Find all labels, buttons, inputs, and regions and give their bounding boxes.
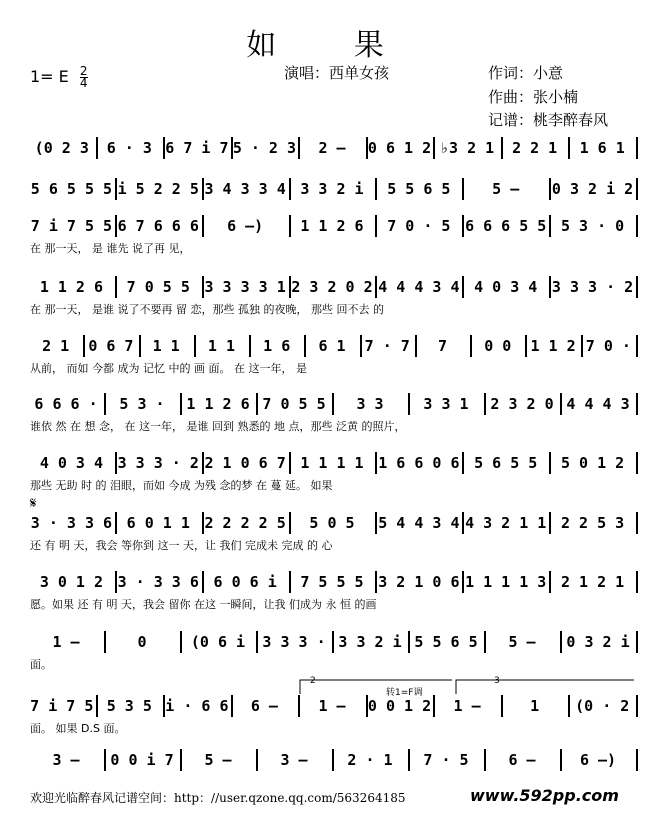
measure: 3 3 3 3 1 bbox=[204, 278, 286, 296]
measure: ♭3 2 1 bbox=[440, 139, 495, 157]
barline bbox=[636, 512, 638, 534]
barline bbox=[636, 215, 638, 237]
volta-2-label: 2 bbox=[310, 676, 316, 686]
measure: 2 2 1 bbox=[512, 139, 558, 157]
measure: 1 – bbox=[52, 633, 80, 651]
measure: 5 · 2 3 bbox=[232, 139, 297, 157]
measure: 6 6 6 5 5 bbox=[465, 217, 547, 235]
time-signature bbox=[80, 66, 88, 89]
measure: 6 0 1 1 bbox=[126, 514, 190, 532]
score-row bbox=[30, 276, 638, 298]
measure: 3 4 3 3 4 bbox=[204, 180, 286, 198]
measure: 5 3 · 0 bbox=[560, 217, 625, 235]
measure: 6 · 3 bbox=[106, 139, 152, 157]
key-label: 1= E bbox=[30, 67, 69, 86]
measure: 3 3 3 · 2 bbox=[551, 278, 634, 296]
measure: 7 · 5 bbox=[423, 751, 469, 769]
measure: 5 – bbox=[492, 180, 520, 198]
measure: 5 6 5 5 bbox=[474, 454, 538, 472]
measure: 1 1 bbox=[207, 337, 235, 355]
measure: 1 – bbox=[318, 697, 346, 715]
measure: 7 0 5 5 bbox=[126, 278, 190, 296]
lyric-line: 谁依 然 在 想 念， 在 这一年， 是谁 回到 熟悉的 地 点，那些 泛黄 的照片， bbox=[30, 420, 406, 433]
score-row bbox=[30, 393, 638, 415]
measure: 2 1 bbox=[42, 337, 70, 355]
measure: 1 bbox=[530, 697, 540, 715]
score-row bbox=[30, 137, 638, 159]
measure: 3 3 bbox=[356, 395, 384, 413]
volta-3-label: 3 bbox=[494, 676, 500, 686]
measure: 0 0 1 2 bbox=[367, 697, 432, 715]
measure: 2 2 2 2 5 bbox=[204, 514, 286, 532]
measure: 4 4 4 3 bbox=[566, 395, 630, 413]
measure: 5 5 6 5 bbox=[387, 180, 451, 198]
measure: 2 – bbox=[318, 139, 346, 157]
lyric-line: 从前， 而如 今都 成为 记忆 中的 画 面。 在 这一年， 是 bbox=[30, 362, 307, 375]
measure: 6 7 i 7 bbox=[165, 139, 229, 157]
measure: 5 – bbox=[508, 633, 536, 651]
lyric-line: 还 有 明 天，我会 等你到 这一 天，让 我们 完成未 完成 的 心 bbox=[30, 539, 333, 552]
measure: 6 –) bbox=[227, 217, 264, 235]
measure: 3 0 1 2 bbox=[39, 573, 104, 591]
time-denominator: 4 bbox=[79, 76, 88, 90]
score-row bbox=[30, 215, 638, 237]
measure: 7 0 · bbox=[585, 337, 631, 355]
measure: 7 i 7 5 5 bbox=[30, 217, 113, 235]
measure: 5 5 6 5 bbox=[414, 633, 478, 651]
measure: 3 – bbox=[52, 751, 80, 769]
measure: 2 · 1 bbox=[347, 751, 393, 769]
lyric-line: 面。 如果 D.S 面。 bbox=[30, 722, 126, 735]
measure: 3 3 3 · 2 bbox=[117, 454, 199, 472]
measure: (0 6 i bbox=[190, 633, 246, 651]
measure: 1 1 2 bbox=[530, 337, 576, 355]
measure: 6 – bbox=[508, 751, 536, 769]
time-numerator: 2 bbox=[79, 64, 88, 78]
measure: 4 4 4 3 4 bbox=[378, 278, 460, 296]
measure: 5 – bbox=[204, 751, 232, 769]
measure: 6 7 6 6 6 bbox=[117, 217, 199, 235]
measure: 5 3 5 bbox=[106, 697, 152, 715]
measure: 3 2 1 0 6 bbox=[378, 573, 460, 591]
measure: 1 1 2 6 bbox=[186, 395, 250, 413]
key-change-label: 转1=F调 bbox=[386, 688, 423, 698]
score-row bbox=[30, 452, 638, 474]
barline bbox=[636, 393, 638, 415]
barline bbox=[636, 137, 638, 159]
lyricist-credit: 作词：小意 bbox=[488, 64, 564, 82]
barline bbox=[636, 631, 638, 653]
measure: 3 – bbox=[280, 751, 308, 769]
measure: 5 4 4 3 4 bbox=[378, 514, 460, 532]
measure: (0 · 2 bbox=[575, 697, 630, 715]
lyric-line: 在 那一天， 是谁 说了不要再 留 恋，那些 孤独 的夜晚， 那些 回不去 的 bbox=[30, 303, 384, 316]
measure: 1 1 2 6 bbox=[39, 278, 104, 296]
measure: 6 0 6 i bbox=[213, 573, 277, 591]
measure: 6 1 bbox=[318, 337, 346, 355]
measure: 0 0 bbox=[484, 337, 512, 355]
singer-credit: 演唱：西单女孩 bbox=[284, 64, 390, 82]
measure: 1 1 bbox=[152, 337, 180, 355]
song-title: 如 果 bbox=[246, 28, 418, 63]
barline bbox=[636, 452, 638, 474]
measure: 0 3 2 i 2 bbox=[551, 180, 634, 198]
measure: 7 · 7 bbox=[364, 337, 410, 355]
measure: 4 3 2 1 1 bbox=[465, 514, 547, 532]
score-row bbox=[30, 512, 638, 534]
measure: i · 6 6 bbox=[165, 697, 229, 715]
measure: 1 1 1 1 bbox=[300, 454, 364, 472]
measure: 3 3 2 i bbox=[338, 633, 402, 651]
measure: 6 – bbox=[250, 697, 278, 715]
measure: 7 0 · 5 bbox=[387, 217, 451, 235]
measure: 0 6 7 bbox=[88, 337, 134, 355]
measure: 6 6 6 · bbox=[34, 395, 98, 413]
barline bbox=[636, 695, 638, 717]
measure: 2 1 2 1 bbox=[560, 573, 625, 591]
measure: 0 6 1 2 bbox=[367, 139, 432, 157]
measure: 3 3 2 i bbox=[300, 180, 364, 198]
measure: 2 3 2 0 2 bbox=[291, 278, 373, 296]
lyric-line: 愿。如果 还 有 明 天，我会 留你 在这 一瞬间，让我 们成为 永 恒 的画 bbox=[30, 598, 377, 611]
barline bbox=[636, 276, 638, 298]
score-row bbox=[30, 571, 638, 593]
barline bbox=[636, 178, 638, 200]
composer-credit: 作曲：张小楠 bbox=[488, 88, 579, 106]
measure: 2 1 0 6 7 bbox=[204, 454, 286, 472]
measure: 0 bbox=[137, 633, 147, 651]
measure: 3 · 3 3 6 bbox=[117, 573, 199, 591]
measure: 6 –) bbox=[579, 751, 617, 769]
measure: 3 · 3 3 6 bbox=[30, 514, 113, 532]
site-logo: www.592pp.com bbox=[470, 786, 619, 805]
measure: 3 3 3 · bbox=[262, 633, 326, 651]
measure: 2 2 5 3 bbox=[560, 514, 625, 532]
measure: 7 0 5 5 bbox=[262, 395, 326, 413]
measure: 1 1 1 1 3 bbox=[465, 573, 547, 591]
score-row bbox=[30, 178, 638, 200]
measure: 1 1 2 6 bbox=[300, 217, 364, 235]
measure: 1 6 bbox=[263, 337, 291, 355]
barline bbox=[636, 749, 638, 771]
barline bbox=[636, 571, 638, 593]
barline bbox=[636, 335, 638, 357]
footer-credit: 欢迎光临醉春风记谱空间：http：//user.qzone.qq.com/563264185 bbox=[30, 791, 406, 805]
score-row bbox=[30, 695, 638, 717]
measure: 4 0 3 4 bbox=[39, 454, 104, 472]
score-row bbox=[30, 749, 638, 771]
measure: 4 0 3 4 bbox=[474, 278, 538, 296]
measure: (0 2 3 bbox=[34, 139, 89, 157]
lyric-line: 在 那一天， 是 谁先 说了再 见， bbox=[30, 242, 191, 255]
measure: 7 bbox=[438, 337, 448, 355]
measure: 5 0 5 bbox=[309, 514, 355, 532]
transcriber-credit: 记谱：桃李醉春风 bbox=[488, 111, 609, 129]
measure: 3 3 1 bbox=[423, 395, 469, 413]
measure: 0 0 i 7 bbox=[110, 751, 174, 769]
measure: 1 6 6 0 6 bbox=[378, 454, 460, 472]
measure: 1 – bbox=[453, 697, 481, 715]
measure: 5 0 1 2 bbox=[560, 454, 625, 472]
measure: 5 3 · bbox=[119, 395, 165, 413]
score-row bbox=[30, 335, 638, 357]
lyric-line: 面。 bbox=[30, 658, 52, 671]
measure: 7 5 5 5 bbox=[300, 573, 364, 591]
segno-sign: 𝄋 bbox=[30, 494, 37, 512]
lyric-line: 那些 无助 时 的 泪眼，而如 今成 为残 念的梦 在 蔓 延。 如果 bbox=[30, 479, 333, 492]
measure: 1 6 1 bbox=[579, 139, 625, 157]
measure: i 5 2 2 5 bbox=[117, 180, 199, 198]
measure: 5 6 5 5 5 bbox=[30, 180, 113, 198]
score-row bbox=[30, 631, 638, 653]
key-signature bbox=[30, 66, 88, 89]
measure: 0 3 2 i bbox=[566, 633, 630, 651]
measure: 7 i 7 5 bbox=[30, 697, 94, 715]
measure: 2 3 2 0 bbox=[490, 395, 554, 413]
